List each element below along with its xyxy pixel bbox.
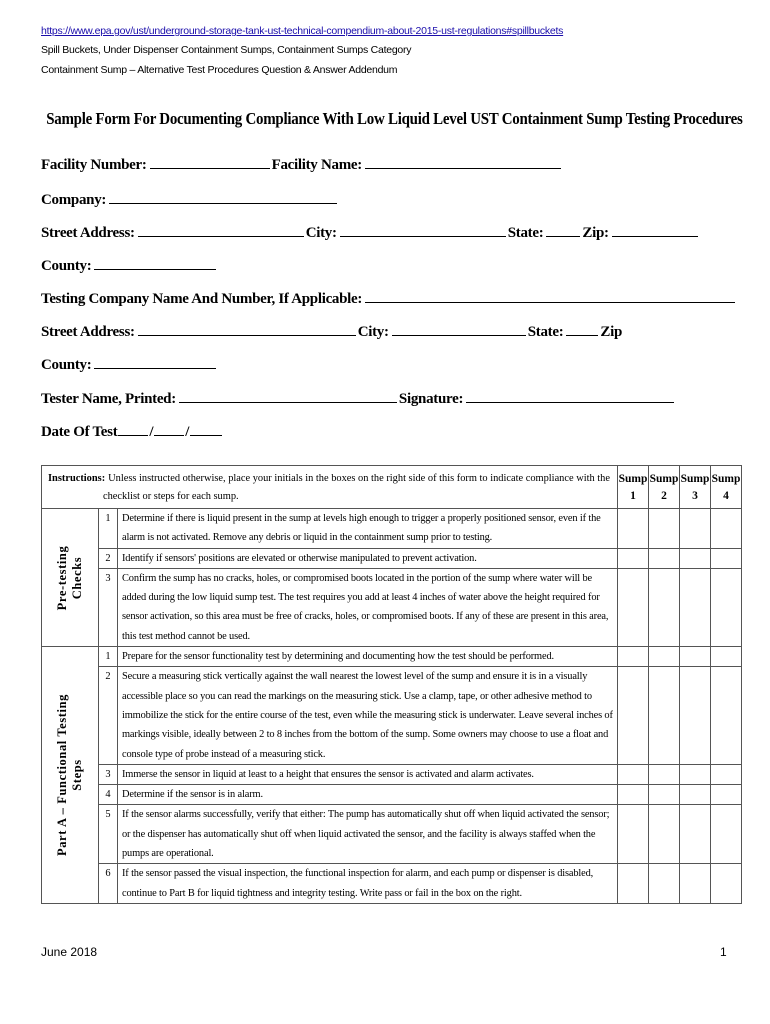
street-address-2-field[interactable] [138,323,356,336]
street-address-field[interactable] [138,224,304,237]
step-number: 4 [99,785,118,805]
state-field[interactable] [546,224,580,237]
date-of-test-label: Date Of Test [41,424,118,440]
sump-3-initials-box[interactable] [680,764,711,784]
step-text: Determine if there is liquid present in the sump at levels high enough to trigger a properly positioned sensor, even if the alarm is not activated. Remove any debris or liquid in the containment sump prior to testing. [118,509,618,549]
zip-2-label: Zip [600,324,623,340]
address-row [41,224,700,242]
step-number: 1 [99,647,118,667]
sump-4-initials-box[interactable] [711,548,742,568]
signature-label: Signature: [398,391,464,407]
facility-number-label: Facility Number: [41,157,147,173]
testing-company-label: Testing Company Name And Number, If Applicable: [41,291,363,307]
state-2-field[interactable] [566,323,598,336]
date-month-field[interactable] [118,423,148,436]
date-year-field[interactable] [190,423,222,436]
sump-2-initials-box[interactable] [649,647,680,667]
part-a-label-line-2: Steps [70,759,84,791]
city-2-field[interactable] [392,323,526,336]
city-label: City: [305,225,337,241]
step-number: 6 [99,864,118,904]
tester-name-field[interactable] [179,390,397,403]
checklist-table [41,465,742,904]
footer-date: June 2018 [41,945,98,959]
sump-1-number: 1 [630,490,636,502]
facility-row [41,156,563,174]
step-number: 3 [99,764,118,784]
sump-4-header [711,466,742,509]
street-address-label: Street Address: [41,225,135,241]
sump-3-initials-box[interactable] [680,647,711,667]
instructions-text-1: Unless instructed otherwise, place your initials in the boxes on the right side of this form to indicate compliance with the [108,473,610,484]
table-row [42,647,742,667]
sump-4-initials-box[interactable] [711,509,742,549]
sump-2-initials-box[interactable] [649,509,680,549]
company-row [41,191,339,209]
date-day-field[interactable] [154,423,184,436]
date-separator-2: / [185,424,190,440]
county-2-field[interactable] [94,356,216,369]
step-number: 2 [99,667,118,764]
sump-3-initials-box[interactable] [680,667,711,764]
sump-2-word: Sump [649,473,679,485]
city-field[interactable] [340,224,506,237]
sump-1-word: Sump [618,473,648,485]
state-label: State: [507,225,544,241]
pretesting-label-line-1: Pre-testing [55,545,69,610]
sump-1-initials-box[interactable] [618,509,649,549]
table-row [42,667,742,764]
sump-4-word: Sump [711,473,741,485]
step-number: 1 [99,509,118,549]
state-2-label: State: [527,324,564,340]
sump-2-initials-box[interactable] [649,864,680,904]
date-separator-1: / [149,424,154,440]
table-row [42,509,742,549]
company-label: Company: [41,192,107,208]
pretesting-label-line-2: Checks [70,556,84,599]
sump-2-number: 2 [661,490,667,502]
sump-4-initials-box[interactable] [711,864,742,904]
step-number: 3 [99,568,118,646]
sump-4-initials-box[interactable] [711,667,742,764]
signature-field[interactable] [466,390,674,403]
step-text: Identify if sensors' positions are elevated or otherwise manipulated to prevent activation. [118,548,618,568]
table-row [42,568,742,646]
page-title: Sample Form For Documenting Compliance With Low Liquid Level UST Containment Sump Testing Procedures [46,109,743,128]
sump-4-initials-box[interactable] [711,764,742,784]
table-row [42,864,742,904]
instructions-text-2: checklist or steps for each sump. [103,491,239,502]
sump-1-initials-box[interactable] [618,568,649,646]
sump-4-number: 4 [723,490,729,502]
step-text: Secure a measuring stick vertically against the wall nearest the lowest level of the sump and ensure it is in a visually accessible place so you can read the markings on the measuring stick. Use a clamp, tape, or other adhesive method to immobilize the stick for the entire course of the test, even while the measuring stick is underwater. Leave several inches of markings visible, ideally between 2 to 8 inches from the bottom of the sump. Some owners may choose to use a float and console type of probe instead of a measuring stick. [118,667,618,764]
sump-3-initials-box[interactable] [680,568,711,646]
sump-2-initials-box[interactable] [649,667,680,764]
sump-2-initials-box[interactable] [649,548,680,568]
sump-3-initials-box[interactable] [680,864,711,904]
pretesting-section-label [42,509,99,647]
facility-number-field[interactable] [150,156,270,169]
testing-company-row [41,290,737,308]
sump-1-initials-box[interactable] [618,647,649,667]
street-address-2-label: Street Address: [41,324,135,340]
addendum-line: Containment Sump – Alternative Test Procedures Question & Answer Addendum [41,64,398,76]
sump-2-initials-box[interactable] [649,805,680,864]
sump-3-initials-box[interactable] [680,509,711,549]
sump-3-number: 3 [692,490,698,502]
facility-name-label: Facility Name: [271,157,362,173]
sump-4-initials-box[interactable] [711,568,742,646]
sump-1-initials-box[interactable] [618,785,649,805]
step-text: Determine if the sensor is in alarm. [118,785,618,805]
sump-3-initials-box[interactable] [680,805,711,864]
sump-4-initials-box[interactable] [711,647,742,667]
instructions-cell [42,466,618,509]
sump-1-initials-box[interactable] [618,805,649,864]
category-line: Spill Buckets, Under Dispenser Containment Sumps, Containment Sumps Category [41,44,412,56]
step-number: 5 [99,805,118,864]
step-text: Confirm the sump has no cracks, holes, or compromised boots located in the portion of the sump where water will be added during the low liquid sump test. The test requires you add at least 4 inches of water above the height required for sensor activation, so this area must be free of cracks, holes, or compromised boots. If any of these are present in this area, this test method cannot be used. [118,568,618,646]
table-row [42,764,742,784]
table-row [42,785,742,805]
testing-county-row [41,356,218,374]
sump-4-initials-box[interactable] [711,805,742,864]
county-label: County: [41,258,92,274]
zip-label: Zip: [582,225,609,241]
county-field[interactable] [94,257,216,270]
tester-row [41,390,676,408]
sump-2-initials-box[interactable] [649,785,680,805]
county-row [41,257,218,275]
facility-name-field[interactable] [365,156,561,169]
step-number: 2 [99,548,118,568]
city-2-label: City: [357,324,389,340]
instructions-line-1 [48,470,611,488]
part-a-section-label [42,647,99,904]
company-field[interactable] [109,191,337,204]
zip-field[interactable] [612,224,698,237]
pretesting-label-text [55,545,85,610]
part-a-label-text [55,694,85,856]
step-text: If the sensor passed the visual inspection, the functional inspection for alarm, and each pump or dispenser is disabled, continue to Part B for liquid tightness and integrity testing. Write pass or fail in the box on the right. [118,864,618,904]
sump-3-header [680,466,711,509]
page-number: 1 [720,945,727,959]
part-a-label-line-1: Part A – Functional Testing [55,693,69,857]
date-row [41,423,223,441]
sump-1-initials-box[interactable] [618,764,649,784]
table-row [42,548,742,568]
sump-1-initials-box[interactable] [618,864,649,904]
sump-3-initials-box[interactable] [680,548,711,568]
tester-name-label: Tester Name, Printed: [41,391,176,407]
sump-1-initials-box[interactable] [618,667,649,764]
testing-company-field[interactable] [365,290,735,303]
instructions-label: Instructions: [48,473,106,484]
sump-4-initials-box[interactable] [711,785,742,805]
sump-3-word: Sump [680,473,710,485]
sump-1-header [618,466,649,509]
step-text: Prepare for the sensor functionality test by determining and documenting how the test should be performed. [118,647,618,667]
instructions-row [42,466,742,509]
testing-address-row [41,323,622,341]
table-row [42,805,742,864]
sump-2-initials-box[interactable] [649,568,680,646]
source-url-link[interactable]: https://www.epa.gov/ust/underground-storage-tank-ust-technical-compendium-about-2015-ust-regulations#spillbuckets [41,25,564,37]
step-text: Immerse the sensor in liquid at least to a height that ensures the sensor is activated and alarm activates. [118,764,618,784]
county-2-label: County: [41,357,92,373]
step-text: If the sensor alarms successfully, verify that either: The pump has automatically shut off when liquid activated the sensor; or the dispenser has automatically shut off when liquid activated the sensor, and the facility is always staffed when the pumps are operational. [118,805,618,864]
sump-2-header [649,466,680,509]
sump-3-initials-box[interactable] [680,785,711,805]
sump-1-initials-box[interactable] [618,548,649,568]
sump-2-initials-box[interactable] [649,764,680,784]
